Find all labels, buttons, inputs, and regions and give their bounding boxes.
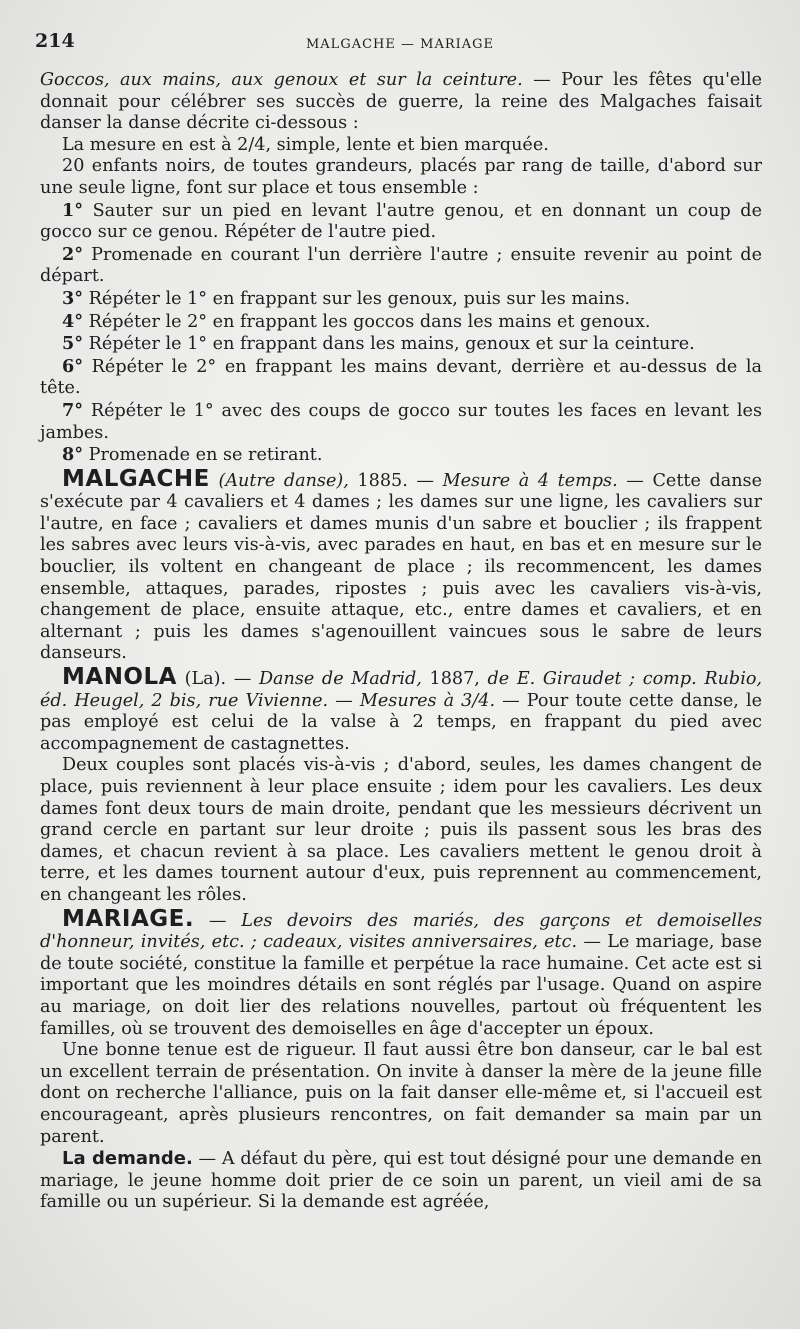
step-text: Répéter le 1° en frappant dans les mains, genoux et sur la ceinture. <box>83 334 695 355</box>
manola-text-1: (La). — <box>176 669 259 690</box>
malgache-text-2: — Cette danse s'exécute par 4 cavaliers et 4 dames ; les dames sur une ligne, les cavaliers sur l'autre, en face ; cavaliers et dames munis d'un sabre et bouclier ; ils frappent les sabres avec leurs vis-à-vis, avec parades en haut, en bas et en mesure sur le bouclier, ils voltent en changeant de place ; ils recommencent, les dames ensemble, attaques, parades, ripostes ; puis avec les cavaliers vis-à-vis, changement de place, ensuite attaque, etc., entre dames et cavaliers, et en alternant ; puis les dames s'agenouillent vaincues sous le sabre de leurs danseurs. <box>40 470 762 664</box>
entry-malgache <box>40 465 762 665</box>
page-number: 214 <box>35 30 75 52</box>
headword-malgache: MALGACHE <box>62 465 210 492</box>
step-number: 2° <box>62 243 84 265</box>
step-text: Promenade en courant l'un derrière l'autre ; ensuite revenir au point de départ. <box>40 244 762 287</box>
mariage-text-2: — Le mariage, base de toute société, constitue la famille et perpétue la race humaine. Cet acte est si important que les moindres détails en sont réglés par l'usage. Quand on aspire au mariage, on doit lier des relations nouvelles, partout où fréquentent les familles, où se trouvent des demoiselles en âge d'accepter un époux. <box>40 932 762 1039</box>
intro-text: — Pour les fêtes qu'elle donnait pour célébrer ses succès de guerre, la reine des Malgaches faisait danser la danse décrite ci-dessous : <box>40 70 762 134</box>
malgache-text-1: 1885. — <box>348 470 443 491</box>
step-text: Sauter sur un pied en levant l'autre genou, et en donnant un coup de gocco sur ce genou. Répéter de l'autre pied. <box>40 200 762 243</box>
malgache-italic-2: Mesure à 4 temps. <box>442 470 618 491</box>
step-number: 1° <box>62 199 84 221</box>
step-number: 4° <box>62 310 84 332</box>
step-text: Répéter le 1° en frappant sur les genoux, puis sur les mains. <box>83 288 631 309</box>
step-number: 7° <box>62 399 84 421</box>
intro-italic-lead: Goccos, aux mains, aux genoux et sur la ceinture. <box>40 70 523 90</box>
manola-text-2: 1887, <box>421 669 488 690</box>
step-text: Répéter le 2° en frappant les goccos dans les mains et genoux. <box>83 311 651 332</box>
step-item <box>40 311 762 334</box>
step-number: 6° <box>62 355 84 377</box>
intro-paragraph <box>40 70 762 135</box>
step-item <box>40 244 762 288</box>
step-item <box>40 333 762 356</box>
step-item <box>40 356 762 400</box>
manola-text-3: — Pour toute cette danse, le pas employé est celui de la valse à 2 temps, en frappant du pied avec accompagnement de castagnettes. <box>40 690 762 754</box>
subhead-la-demande: La demande. <box>62 1148 193 1170</box>
mariage-paragraph-2: Une bonne tenue est de rigueur. Il faut aussi être bon danseur, car le bal est un excellent terrain de présentation. On invite à danser la mère de la jeune fille dont on recherche l'alliance, puis on la fait danser elle-même et, si l'accueil est encourageant, après plusieurs rencontres, on fait demander sa main par un parent. <box>40 1040 762 1147</box>
mariage-paragraph-3 <box>40 1148 762 1214</box>
mariage-text-1: — <box>194 910 242 931</box>
running-head: MALGACHE — MARIAGE <box>305 37 495 52</box>
page-header <box>0 30 800 60</box>
step-item <box>40 200 762 244</box>
step-number: 5° <box>62 333 84 355</box>
mariage-text-3: — A défaut du père, qui est tout désigné pour une demande en mariage, le jeune homme doit prier de ce soin un parent, un vieil ami de sa famille ou un supérieur. Si la demande est agréée, <box>40 1149 762 1213</box>
step-text: Répéter le 1° avec des coups de gocco sur toutes les faces en levant les jambes. <box>40 400 762 443</box>
step-item <box>40 288 762 311</box>
page-body <box>40 70 762 1214</box>
manola-italic-1: Danse de Madrid, <box>258 669 422 690</box>
manola-italic-2: de E. Giraudet ; comp. Rubio, éd. Heugel, 2 bis, rue Vivienne. — Mesures à 3/4. <box>40 669 762 711</box>
step-item <box>40 444 762 467</box>
headword-mariage: MARIAGE. <box>62 905 195 932</box>
malgache-italic-1: (Autre danse), <box>218 470 349 491</box>
entry-manola <box>40 664 762 755</box>
step-number: 3° <box>62 287 84 309</box>
step-item <box>40 400 762 444</box>
headword-manola: MANOLA <box>62 664 177 691</box>
entry-mariage <box>40 905 762 1041</box>
setup-paragraph: 20 enfants noirs, de toutes grandeurs, placés par rang de taille, d'abord sur une seule ligne, font sur place et tous ensemble : <box>40 156 762 198</box>
measure-line: La mesure en est à 2/4, simple, lente et bien marquée. <box>62 134 549 155</box>
manola-paragraph-2: Deux couples sont placés vis-à-vis ; d'abord, seules, les dames changent de place, puis reviennent à leur place ensuite ; idem pour les cavaliers. Les deux dames font deux tours de main droite, pendant que les messieurs décrivent un grand cercle en partant sur leur droite ; puis ils passent sous les bras des dames, et chacun revient à sa place. Les cavaliers mettent le genou droit à terre, et les dames tournent autour d'eux, puis reprennent au commencement, en changeant les rôles. <box>40 755 762 905</box>
step-number: 8° <box>62 444 84 466</box>
step-text: Répéter le 2° en frappant les mains devant, derrière et au-dessus de la tête. <box>40 356 762 399</box>
step-text: Promenade en se retirant. <box>83 445 323 466</box>
mariage-italic-1: Les devoirs des mariés, des garçons et demoiselles d'honneur, invités, etc. ; cadeaux, visites anniversaires, etc. <box>40 910 762 953</box>
